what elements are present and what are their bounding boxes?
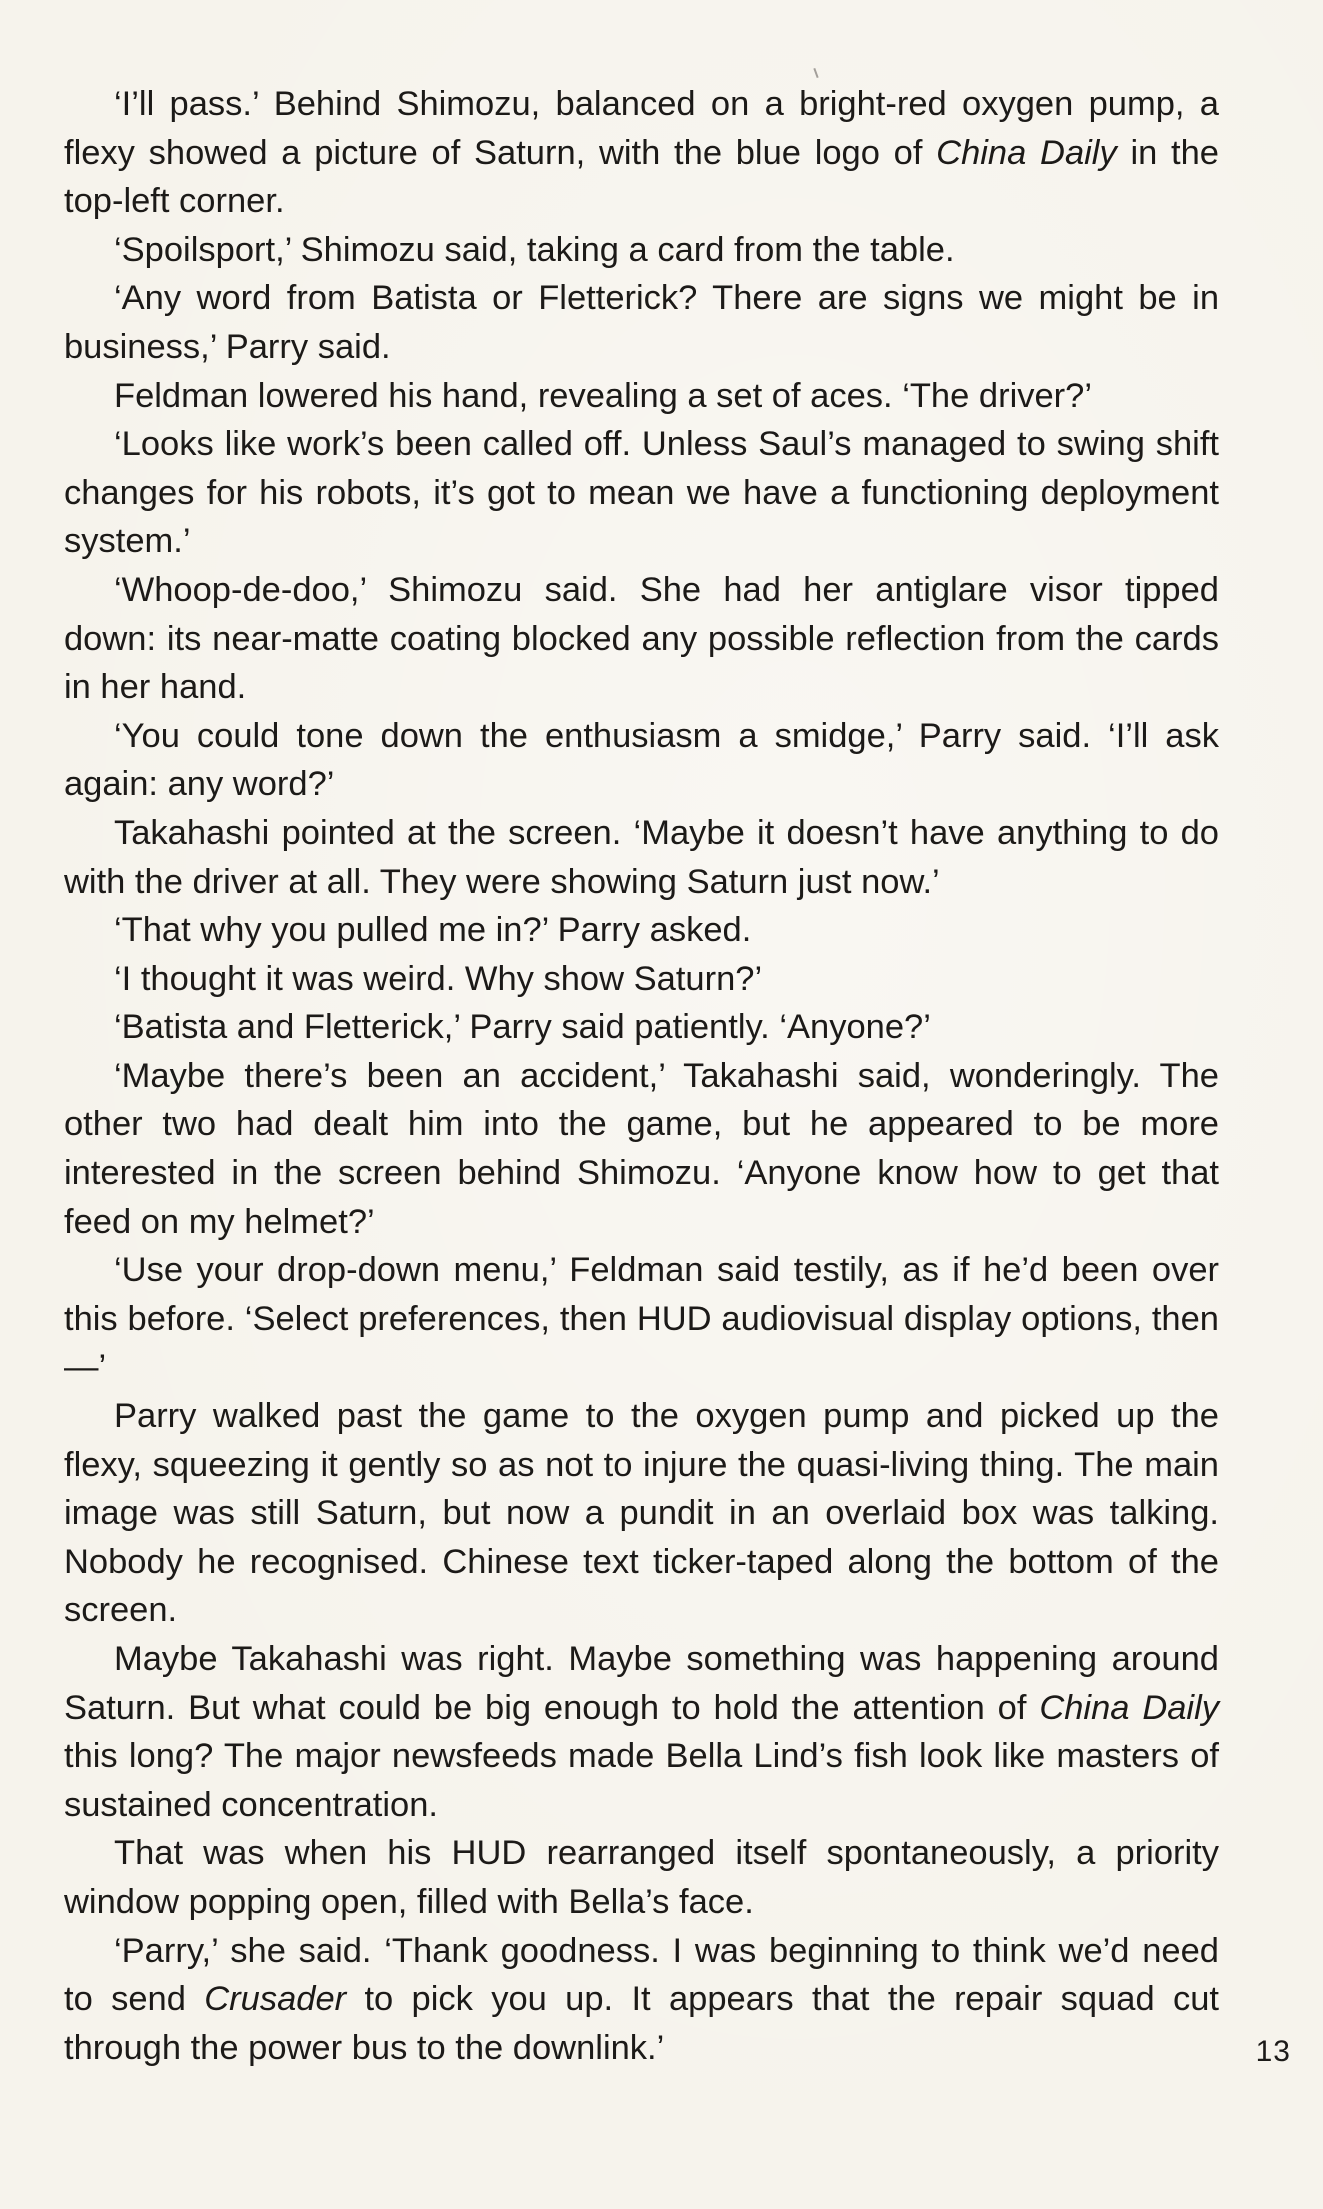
italic-title: China Daily <box>1039 1688 1219 1727</box>
text-run: Takahashi pointed at the screen. ‘Maybe it doesn’t have anything to do with the driver at all. They were showing Saturn just now.’ <box>64 813 1219 901</box>
italic-title: Crusader <box>204 1980 347 2019</box>
paragraph <box>64 1052 1219 1246</box>
paragraph <box>64 420 1219 566</box>
text-run: ‘Use your drop-down menu,’ Feldman said testily, as if he’d been over this before. ‘Select preferences, then HUD audiovisual display options, then—’ <box>64 1251 1219 1387</box>
text-run: ‘I thought it was weird. Why show Saturn?’ <box>114 959 763 998</box>
paragraph <box>64 955 1219 1004</box>
text-run: ‘Maybe there’s been an accident,’ Takahashi said, wonderingly. The other two had dealt him into the game, but he appeared to be more interested in the screen behind Shimozu. ‘Anyone know how to get that feed on my helmet?’ <box>64 1056 1219 1241</box>
text-run: ‘You could tone down the enthusiasm a smidge,’ Parry said. ‘I’ll ask again: any word?’ <box>64 716 1219 804</box>
text-run: to pick you up. It appears that the repair squad cut through the power bus to the downlink.’ <box>64 1980 1219 2067</box>
text-run: ‘Batista and Fletterick,’ Parry said patiently. ‘Anyone?’ <box>114 1008 931 1047</box>
page-number: 13 <box>1255 2035 1291 2068</box>
text-run: ‘Whoop-de-doo,’ Shimozu said. She had her antiglare visor tipped down: its near-matte coating blocked any possible reflection from the cards in her hand. <box>64 570 1219 707</box>
text-run: Feldman lowered his hand, revealing a set of aces. ‘The driver?’ <box>114 376 1093 415</box>
body-text <box>64 80 1219 2072</box>
text-run: ‘That why you pulled me in?’ Parry asked. <box>114 911 752 950</box>
text-run: Maybe Takahashi was right. Maybe something was happening around Saturn. But what could be big enough to hold the attention of <box>64 1640 1219 1727</box>
text-run: ‘Spoilsport,’ Shimozu said, taking a card from the table. <box>114 230 955 269</box>
text-run: in the top-left corner. <box>64 133 1219 221</box>
paragraph <box>64 1927 1219 2073</box>
text-run: ‘Looks like work’s been called off. Unless Saul’s managed to swing shift changes for his robots, it’s got to mean we have a functioning deployment system.’ <box>64 425 1219 561</box>
paragraph <box>64 1003 1219 1052</box>
paragraph <box>64 372 1219 421</box>
paragraph <box>64 1392 1219 1635</box>
paragraph <box>64 226 1219 275</box>
italic-title: China Daily <box>936 133 1117 172</box>
text-run: ‘I’ll pass.’ Behind Shimozu, balanced on a bright-red oxygen pump, a flexy showed a picture of Saturn, with the blue logo of <box>64 85 1219 172</box>
paragraph <box>64 1829 1219 1926</box>
text-run: That was when his HUD rearranged itself spontaneously, a priority window popping open, filled with Bella’s face. <box>64 1834 1219 1921</box>
text-run: ‘Parry,’ she said. ‘Thank goodness. I was beginning to think we’d need to send <box>64 1931 1219 2019</box>
paragraph <box>64 274 1219 371</box>
paragraph <box>64 566 1219 712</box>
paragraph <box>64 809 1219 906</box>
paragraph <box>64 80 1219 226</box>
paragraph <box>64 1635 1219 1829</box>
paper-speck <box>813 68 818 78</box>
text-run: this long? The major newsfeeds made Bella Lind’s fish look like masters of sustained concentration. <box>64 1737 1219 1824</box>
paragraph <box>64 906 1219 955</box>
paragraph <box>64 1246 1219 1392</box>
text-run: Parry walked past the game to the oxygen pump and picked up the flexy, squeezing it gently so as not to injure the quasi-living thing. The main image was still Saturn, but now a pundit in an overlaid box was talking. Nobody he recognised. Chinese text ticker-taped along the bottom of the screen. <box>64 1397 1219 1630</box>
paragraph <box>64 712 1219 809</box>
text-run: ‘Any word from Batista or Fletterick? There are signs we might be in business,’ Parry said. <box>64 279 1219 366</box>
